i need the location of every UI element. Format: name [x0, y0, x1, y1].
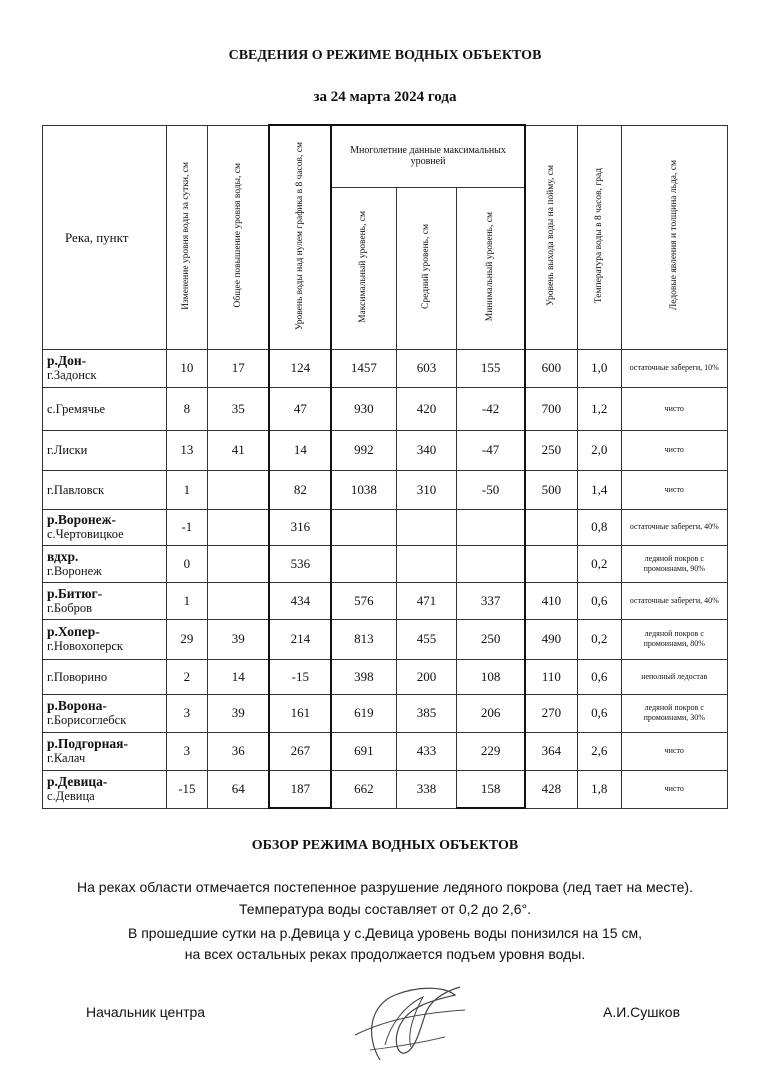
cell-min	[457, 545, 525, 582]
cell-max: 619	[331, 694, 396, 732]
cell-change: 8	[166, 387, 208, 430]
header-change: Изменение уровня воды за сутки, см	[166, 125, 208, 349]
cell-flood: 700	[525, 387, 578, 430]
river-name: р.Подгорная-	[47, 736, 128, 751]
cell-river-point	[43, 582, 167, 619]
cell-change: 13	[166, 430, 208, 470]
cell-change: 10	[166, 349, 208, 387]
cell-ice: чисто	[621, 470, 727, 509]
cell-level: 14	[269, 430, 331, 470]
header-river: Река, пункт	[43, 125, 167, 349]
cell-avg: 385	[396, 694, 457, 732]
overview-line: Температура воды составляет от 0,2 до 2,6°.	[239, 901, 531, 917]
cell-ice: ледяной покров с промоинами, 80%	[621, 619, 727, 659]
cell-max: 576	[331, 582, 396, 619]
cell-total-rise: 17	[208, 349, 270, 387]
cell-min: -50	[457, 470, 525, 509]
cell-temp: 0,6	[577, 694, 621, 732]
cell-ice: чисто	[621, 732, 727, 770]
cell-river-point	[43, 545, 167, 582]
table-row	[43, 582, 728, 619]
river-name: р.Девица-	[47, 774, 108, 789]
point-name: г.Бобров	[47, 600, 93, 615]
cell-ice: остаточные забереги, 10%	[621, 349, 727, 387]
river-name: вдхр.	[47, 548, 79, 564]
header-ice: Ледовые явления и толщина льда, см	[621, 125, 727, 349]
cell-total-rise: 14	[208, 659, 270, 694]
cell-ice: остаточные забереги, 40%	[621, 509, 727, 545]
cell-max: 1457	[331, 349, 396, 387]
cell-temp: 1,4	[577, 470, 621, 509]
cell-avg: 200	[396, 659, 457, 694]
cell-avg: 433	[396, 732, 457, 770]
document-date: за 24 марта 2024 года	[313, 89, 457, 105]
cell-change: 3	[166, 694, 208, 732]
cell-total-rise	[208, 509, 270, 545]
cell-ice: ледяной покров с промоинами, 30%	[621, 694, 727, 732]
point-name: г.Поворино	[47, 669, 108, 684]
cell-avg: 603	[396, 349, 457, 387]
cell-min: -47	[457, 430, 525, 470]
cell-temp: 2,0	[577, 430, 621, 470]
cell-level: -15	[269, 659, 331, 694]
point-name: г.Борисоглебск	[47, 713, 127, 727]
cell-change: 0	[166, 545, 208, 582]
table-row	[43, 349, 728, 387]
table-row	[43, 732, 728, 770]
table-row	[43, 545, 728, 582]
table-row	[43, 619, 728, 659]
cell-min: 108	[457, 659, 525, 694]
river-name: р.Хопер-	[47, 624, 100, 639]
table-row	[43, 430, 728, 470]
cell-level: 187	[269, 770, 331, 808]
table-row	[43, 659, 728, 694]
cell-temp: 1,2	[577, 387, 621, 430]
cell-total-rise	[208, 545, 270, 582]
cell-level: 82	[269, 470, 331, 509]
cell-change: -1	[166, 509, 208, 545]
cell-temp: 0,6	[577, 582, 621, 619]
cell-flood: 600	[525, 349, 578, 387]
cell-max: 813	[331, 619, 396, 659]
cell-flood: 410	[525, 582, 578, 619]
water-regime-table	[42, 124, 728, 809]
cell-temp: 0,8	[577, 509, 621, 545]
header-max: Максимальный уровень, см	[331, 187, 396, 349]
cell-ice: неполный ледостав	[621, 659, 727, 694]
cell-avg: 420	[396, 387, 457, 430]
point-name: с.Девица	[47, 789, 95, 803]
header-min: Минимальный уровень, см	[457, 187, 525, 349]
cell-total-rise	[208, 582, 270, 619]
cell-ice: чисто	[621, 387, 727, 430]
header-total-rise: Общее повышение уровня воды, см	[208, 125, 270, 349]
table-row	[43, 770, 728, 808]
cell-level: 214	[269, 619, 331, 659]
cell-min: 158	[457, 770, 525, 808]
point-name: с.Чертовицкое	[47, 527, 124, 541]
point-name: г.Задонск	[47, 368, 97, 382]
cell-level: 536	[269, 545, 331, 582]
river-name: р.Ворона-	[47, 698, 107, 713]
cell-min: 337	[457, 582, 525, 619]
cell-change: 1	[166, 470, 208, 509]
cell-flood: 364	[525, 732, 578, 770]
cell-river-point	[43, 659, 167, 694]
cell-flood	[525, 545, 578, 582]
cell-max	[331, 545, 396, 582]
cell-river-point	[43, 430, 167, 470]
point-name: г.Лиски	[47, 443, 88, 457]
cell-avg: 310	[396, 470, 457, 509]
cell-level: 161	[269, 694, 331, 732]
cell-avg	[396, 509, 457, 545]
cell-ice: ледяной покров с промоинами, 90%	[621, 545, 727, 582]
cell-flood: 490	[525, 619, 578, 659]
cell-temp: 2,6	[577, 732, 621, 770]
signatory-position: Начальник центра	[86, 1004, 206, 1020]
cell-flood: 428	[525, 770, 578, 808]
table-row	[43, 470, 728, 509]
cell-river-point	[43, 349, 167, 387]
cell-temp: 0,6	[577, 659, 621, 694]
cell-river-point	[43, 509, 167, 545]
cell-flood: 110	[525, 659, 578, 694]
cell-river-point	[43, 732, 167, 770]
cell-change: 3	[166, 732, 208, 770]
river-name: р.Дон-	[47, 353, 87, 368]
point-name: г.Калач	[47, 751, 86, 765]
cell-level: 47	[269, 387, 331, 430]
cell-avg: 455	[396, 619, 457, 659]
table-row	[43, 694, 728, 732]
header-level: Уровень воды над нулем графика в 8 часов, см	[269, 125, 331, 349]
table-row	[43, 387, 728, 430]
cell-level: 316	[269, 509, 331, 545]
cell-min: 155	[457, 349, 525, 387]
cell-min	[457, 509, 525, 545]
header-temp: Температура воды в 8 часов, град	[577, 125, 621, 349]
cell-river-point	[43, 770, 167, 808]
cell-level: 124	[269, 349, 331, 387]
cell-min: -42	[457, 387, 525, 430]
overview-line: В прошедшие сутки на р.Девица у с.Девица уровень воды понизился на 15 см,	[128, 925, 642, 941]
overview-line: на всех остальных реках продолжается подъем уровня воды.	[184, 946, 586, 962]
river-name: р.Битюг-	[47, 585, 103, 601]
cell-min: 229	[457, 732, 525, 770]
cell-temp: 0,2	[577, 619, 621, 659]
cell-flood	[525, 509, 578, 545]
cell-river-point	[43, 619, 167, 659]
cell-avg	[396, 545, 457, 582]
cell-max: 992	[331, 430, 396, 470]
cell-max: 930	[331, 387, 396, 430]
header-multiyear: Многолетние данные максимальных уровней	[331, 125, 525, 187]
cell-river-point	[43, 470, 167, 509]
cell-total-rise: 64	[208, 770, 270, 808]
cell-change: -15	[166, 770, 208, 808]
signatory-name: А.И.Сушков	[603, 1004, 681, 1020]
cell-min: 206	[457, 694, 525, 732]
cell-avg: 471	[396, 582, 457, 619]
cell-ice: остаточные забереги, 40%	[621, 582, 727, 619]
point-name: г.Воронеж	[47, 563, 102, 578]
overview-title: ОБЗОР РЕЖИМА ВОДНЫХ ОБЪЕКТОВ	[251, 838, 519, 853]
cell-avg: 338	[396, 770, 457, 808]
cell-max: 1038	[331, 470, 396, 509]
cell-max: 691	[331, 732, 396, 770]
cell-river-point	[43, 694, 167, 732]
cell-change: 2	[166, 659, 208, 694]
cell-max: 662	[331, 770, 396, 808]
cell-total-rise: 35	[208, 387, 270, 430]
cell-ice: чисто	[621, 770, 727, 808]
handwritten-signature	[325, 975, 475, 1075]
cell-river-point	[43, 387, 167, 430]
river-name: р.Воронеж-	[47, 512, 116, 527]
cell-temp: 1,8	[577, 770, 621, 808]
cell-temp: 0,2	[577, 545, 621, 582]
cell-ice: чисто	[621, 430, 727, 470]
point-name: г.Новохоперск	[47, 639, 124, 653]
header-avg: Средний уровень, см	[396, 187, 457, 349]
cell-level: 434	[269, 582, 331, 619]
cell-level: 267	[269, 732, 331, 770]
cell-change: 29	[166, 619, 208, 659]
header-flood: Уровень выхода воды на пойму, см	[525, 125, 578, 349]
cell-change: 1	[166, 582, 208, 619]
cell-max	[331, 509, 396, 545]
overview-line: На реках области отмечается постепенное разрушение ледяного покрова (лед тает на месте).	[77, 879, 693, 895]
cell-temp: 1,0	[577, 349, 621, 387]
cell-flood: 250	[525, 430, 578, 470]
cell-total-rise: 39	[208, 694, 270, 732]
point-name: г.Павловск	[47, 482, 105, 497]
table-row	[43, 509, 728, 545]
cell-total-rise: 36	[208, 732, 270, 770]
cell-total-rise: 39	[208, 619, 270, 659]
cell-flood: 500	[525, 470, 578, 509]
cell-max: 398	[331, 659, 396, 694]
cell-min: 250	[457, 619, 525, 659]
cell-flood: 270	[525, 694, 578, 732]
point-name: с.Гремячье	[47, 401, 106, 416]
cell-total-rise: 41	[208, 430, 270, 470]
cell-avg: 340	[396, 430, 457, 470]
document-title: СВЕДЕНИЯ О РЕЖИМЕ ВОДНЫХ ОБЪЕКТОВ	[228, 48, 542, 63]
cell-total-rise	[208, 470, 270, 509]
